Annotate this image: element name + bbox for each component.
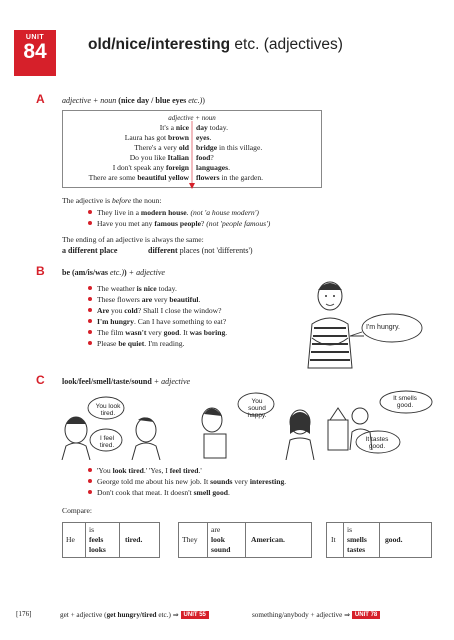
example-row: Do you like Italian food? [129, 153, 214, 162]
unit-55-badge[interactable]: UNIT 55 [181, 611, 209, 619]
before-noun-intro: The adjective is before the noun: [62, 196, 162, 205]
hungry-bubble-text: I'm hungry. [366, 324, 400, 331]
section-c-heading: look/feel/smell/taste/sound + adjective [62, 377, 191, 386]
unit-label: UNIT [25, 34, 45, 41]
list-item: The weather is nice today. [88, 284, 177, 294]
compare-subject: It [331, 535, 336, 544]
unit-badge [14, 30, 56, 76]
section-b-heading: be (am/is/was etc.)) + adjective [62, 268, 165, 277]
compare-verb: are [211, 525, 221, 534]
bullet-icon [88, 308, 92, 312]
section-a-heading-etc: etc.) [186, 96, 203, 105]
list-item: These flowers are very beautiful. [88, 295, 200, 305]
example-row: I don't speak any foreign languages. [112, 163, 230, 172]
bullet-icon [88, 210, 92, 214]
section-c-letter: C [36, 373, 45, 387]
ending-example-2: different places (not 'differents') [148, 246, 253, 255]
section-a-heading-bold: (nice day / blue eyes [118, 96, 187, 105]
section-a-heading: adjective + noun (nice day / blue eyes etc.)) [62, 96, 205, 105]
bullet-icon [88, 330, 92, 334]
compare-verb: tastes [347, 545, 366, 554]
compare-verb: look [211, 535, 225, 544]
ending-example-1: a different place [62, 246, 118, 255]
example-row: There are some beautiful yellow flowers in the garden. [88, 173, 264, 182]
page-title [88, 36, 343, 54]
example-row: Laura has got brown eyes. [124, 133, 212, 142]
unit-number: 84 [23, 40, 47, 63]
compare-verb: is [347, 525, 353, 534]
compare-subject: They [182, 535, 198, 544]
footer-ref-1[interactable]: get + adjective (get hungry/tired etc.) ⇒ UNIT 55 [60, 610, 209, 619]
title-rest: etc. (adjectives) [230, 36, 343, 53]
bullet-icon [88, 468, 92, 472]
example-row: It's a nice day today. [159, 123, 229, 132]
bubble-you-sound-happy: You sound happy. [247, 398, 267, 419]
list-item: George told me about his new job. It sounds very interesting. [88, 477, 286, 487]
adjective-noun-divider-arrow [189, 121, 195, 191]
compare-table-1 [62, 522, 160, 558]
compare-verb: sound [211, 545, 231, 554]
bullet-icon [88, 297, 92, 301]
bullet-icon [88, 341, 92, 345]
compare-label: Compare: [62, 506, 92, 515]
bubble-you-look-tired: You look tired. [95, 403, 121, 417]
list-item: They live in a modern house. (not 'a house modern') [88, 208, 259, 218]
list-item: The film wasn't very good. It was boring. [88, 328, 227, 338]
ending-intro: The ending of an adjective is always the same: [62, 235, 204, 244]
box-header: adjective + noun [168, 114, 216, 122]
compare-table-2 [178, 522, 312, 558]
list-item: Have you met any famous people? (not 'people famous') [88, 219, 270, 229]
bubble-it-tastes-good: It tastes good. [365, 436, 389, 450]
bullet-icon [88, 221, 92, 225]
bubble-it-smells-good: It smells good. [393, 395, 417, 409]
section-a-letter: A [36, 92, 45, 106]
compare-subject: He [66, 535, 75, 544]
bullet-icon [88, 286, 92, 290]
list-item: Don't cook that meat. It doesn't smell good. [88, 488, 230, 498]
bubble-i-feel-tired: I feel tired. [99, 435, 115, 449]
compare-verb: is [89, 525, 95, 534]
list-item: Are you cold? Shall I close the window? [88, 306, 222, 316]
compare-verb: smells [347, 535, 367, 544]
footer-ref-2[interactable]: something/anybody + adjective ⇒ UNIT 78 [252, 610, 380, 619]
compare-verb: looks [89, 545, 106, 554]
list-item: I'm hungry. Can I have something to eat? [88, 317, 226, 327]
compare-adjective: tired. [125, 535, 143, 544]
bullet-icon [88, 319, 92, 323]
example-row: There's a very old bridge in this village. [134, 143, 263, 152]
adjective-noun-example-box [62, 110, 322, 188]
list-item: Please be quiet. I'm reading. [88, 339, 184, 349]
unit-78-badge[interactable]: UNIT 78 [352, 611, 380, 619]
compare-adjective: good. [385, 535, 403, 544]
compare-verb: feels [89, 535, 104, 544]
section-b-letter: B [36, 264, 45, 278]
compare-adjective: American. [251, 535, 285, 544]
section-a-heading-italic: adjective + noun [62, 96, 117, 105]
bullet-icon [88, 479, 92, 483]
title-bold: old/nice/interesting [88, 36, 231, 53]
bullet-icon [88, 490, 92, 494]
compare-table-3 [326, 522, 432, 558]
page-number: [176] [16, 610, 32, 618]
list-item: 'You look tired.' 'Yes, I feel tired.' [88, 466, 202, 476]
